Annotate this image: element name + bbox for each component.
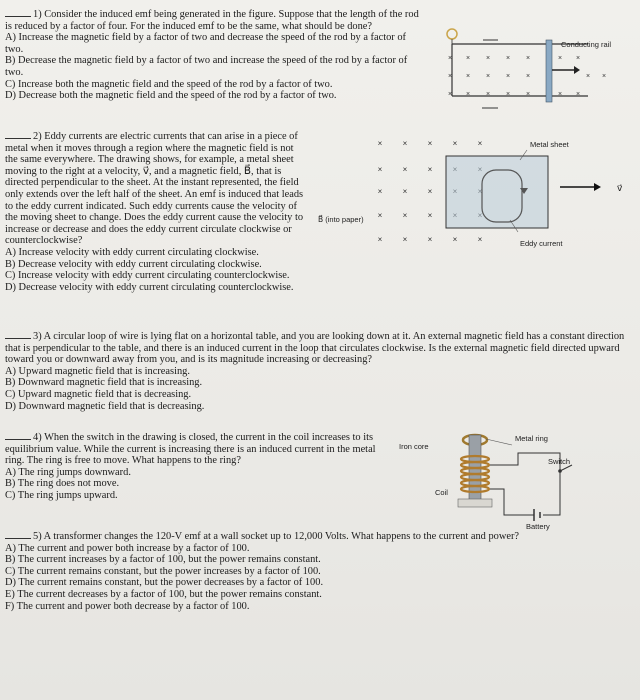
svg-text:×: × [575, 55, 581, 62]
question-2-option-b: B) Decrease velocity with eddy current circulating clockwise. [5, 258, 262, 270]
question-3-option-b: B) Downward magnetic field that is increasing. [5, 377, 203, 389]
svg-text:×: × [465, 91, 471, 98]
svg-text:×: × [485, 73, 491, 80]
svg-text:×: × [525, 91, 531, 98]
question-2 [5, 130, 305, 293]
svg-text:×: × [557, 55, 563, 62]
svg-text:×: × [465, 73, 471, 80]
svg-text:×: × [477, 139, 483, 148]
answer-blank[interactable] [5, 130, 31, 139]
svg-text:×: × [402, 165, 408, 174]
question-2-option-a: A) Increase velocity with eddy current circulating clockwise. [5, 246, 259, 258]
question-1-option-d: D) Decrease both the magnetic field and the speed of the rod by a factor of two. [5, 90, 337, 102]
switch-label: Switch [548, 457, 571, 466]
svg-text:×: × [485, 91, 491, 98]
svg-text:×: × [505, 55, 511, 62]
iron-core-label: Iron core [399, 442, 429, 451]
question-5-option-f: F) The current and power both decrease by a factor of 100. [5, 600, 250, 612]
question-5-option-b: B) The current increases by a factor of 100, but the power remains constant. [5, 554, 321, 566]
svg-text:×: × [447, 55, 453, 62]
rail-rod-figure [438, 20, 638, 120]
svg-text:×: × [402, 187, 408, 196]
question-1-option-a: A) Increase the magnetic field by a factor of two and decrease the speed of the rod by a factor of two. [5, 32, 407, 55]
svg-text:×: × [377, 139, 383, 148]
question-5-option-d: D) The current remains constant, but the power decreases by a factor of 100. [5, 577, 324, 589]
svg-text:×: × [525, 73, 531, 80]
svg-text:×: × [377, 235, 383, 244]
answer-blank[interactable] [5, 530, 31, 539]
svg-text:×: × [427, 235, 433, 244]
svg-text:×: × [465, 55, 471, 62]
svg-text:×: × [557, 91, 563, 98]
svg-text:×: × [427, 211, 433, 220]
question-2-option-d: D) Decrease velocity with eddy current circulating counterclockwise. [5, 281, 294, 293]
question-4-stem: 4) When the switch in the drawing is closed, the current in the coil increases to its equilibrium value. While the current is increasing there is an induced current in the metal ring. The ring is free to move. What happens to the ring? [5, 432, 376, 467]
question-3-option-c: C) Upward magnetic field that is decreasing. [5, 388, 192, 400]
metal-sheet-label: Metal sheet [530, 140, 569, 149]
eddy-current-label: Eddy current [520, 239, 563, 248]
question-2-stem: 2) Eddy currents are electric currents that can arise in a piece of metal when it moves through a region where the magnetic field is not the same everywhere. The drawing shows, for example, a metal sheet moving to the right at a velocity, v⃗, and a magnetic field, B⃗, that is directed perpendicular to the sheet. At the instant represented, the field only extends over the left half of the sheet. An emf is induced that leads to the eddy current indicated. Such eddy currents cause the velocity of the moving sheet to change. Does the eddy current cause the velocity to increase or decrease and does the eddy current circulate clockwise or counterclockwise? [5, 131, 304, 247]
question-3-option-d: D) Downward magnetic field that is decreasing. [5, 400, 205, 412]
svg-text:×: × [505, 91, 511, 98]
question-1 [5, 8, 425, 102]
question-5-stem: 5) A transformer changes the 120-V emf at a wall socket up to 12,000 Volts. What happens to the current and power? [5, 530, 635, 543]
conducting-rail-label: Conducting rail [561, 40, 612, 49]
svg-text:×: × [505, 73, 511, 80]
svg-text:×: × [447, 73, 453, 80]
question-3-option-a: A) Upward magnetic field that is increasing. [5, 365, 190, 377]
svg-text:×: × [452, 235, 458, 244]
question-3-stem: 3) A circular loop of wire is lying flat on a horizontal table, and you are looking down at it. An external magnetic field has a constant direction that is perpendicular to the table, and there is an induced current in the loop that circulates clockwise. Is the external magnetic field directed upward toward you or downward away from you, and is its magnitude increasing or decreasing? [5, 331, 625, 366]
question-4 [5, 431, 390, 502]
svg-text:×: × [427, 187, 433, 196]
battery-label: Battery [526, 522, 550, 531]
metal-ring-label: Metal ring [515, 434, 548, 443]
answer-blank[interactable] [5, 8, 31, 17]
question-1-stem: 1) Consider the induced emf being generated in the figure. Suppose that the length of the rod is reduced by a factor of four. For the induced emf to be the same, what should be done? [5, 9, 419, 32]
question-1-option-b: B) Decrease the magnetic field by a factor of two and increase the speed of the rod by a factor of two. [5, 55, 408, 78]
question-3 [5, 330, 635, 412]
answer-blank[interactable] [5, 431, 31, 440]
question-2-option-c: C) Increase velocity with eddy current circulating counterclockwise. [5, 270, 290, 282]
svg-text:×: × [377, 187, 383, 196]
question-4-option-a: A) The ring jumps downward. [5, 466, 131, 478]
eddy-current-figure [370, 132, 623, 252]
question-5-option-e: E) The current decreases by a factor of 100, but the power remains constant. [5, 588, 322, 600]
svg-text:×: × [447, 91, 453, 98]
coil-label: Coil [435, 488, 448, 497]
answer-blank[interactable] [5, 330, 31, 339]
svg-text:×: × [402, 139, 408, 148]
field-direction-label: B⃗ (into paper) [318, 215, 364, 224]
question-5 [5, 530, 635, 612]
svg-text:×: × [402, 211, 408, 220]
svg-text:×: × [525, 55, 531, 62]
svg-text:×: × [452, 139, 458, 148]
question-5-option-a: A) The current and power both increase by a factor of 100. [5, 542, 250, 554]
svg-text:×: × [377, 165, 383, 174]
svg-text:×: × [402, 235, 408, 244]
question-5-option-c: C) The current remains constant, but the power increases by a factor of 100. [5, 565, 321, 577]
svg-text:×: × [601, 73, 607, 80]
question-4-option-c: C) The ring jumps upward. [5, 489, 118, 501]
svg-text:×: × [377, 211, 383, 220]
svg-text:×: × [485, 55, 491, 62]
svg-text:×: × [477, 235, 483, 244]
svg-text:×: × [585, 73, 591, 80]
velocity-label: v⃗ [617, 183, 623, 193]
svg-text:×: × [575, 91, 581, 98]
question-4-option-b: B) The ring does not move. [5, 478, 120, 490]
svg-text:×: × [427, 139, 433, 148]
question-1-option-c: C) Increase both the magnetic field and the speed of the rod by a factor of two. [5, 78, 333, 90]
svg-text:×: × [427, 165, 433, 174]
